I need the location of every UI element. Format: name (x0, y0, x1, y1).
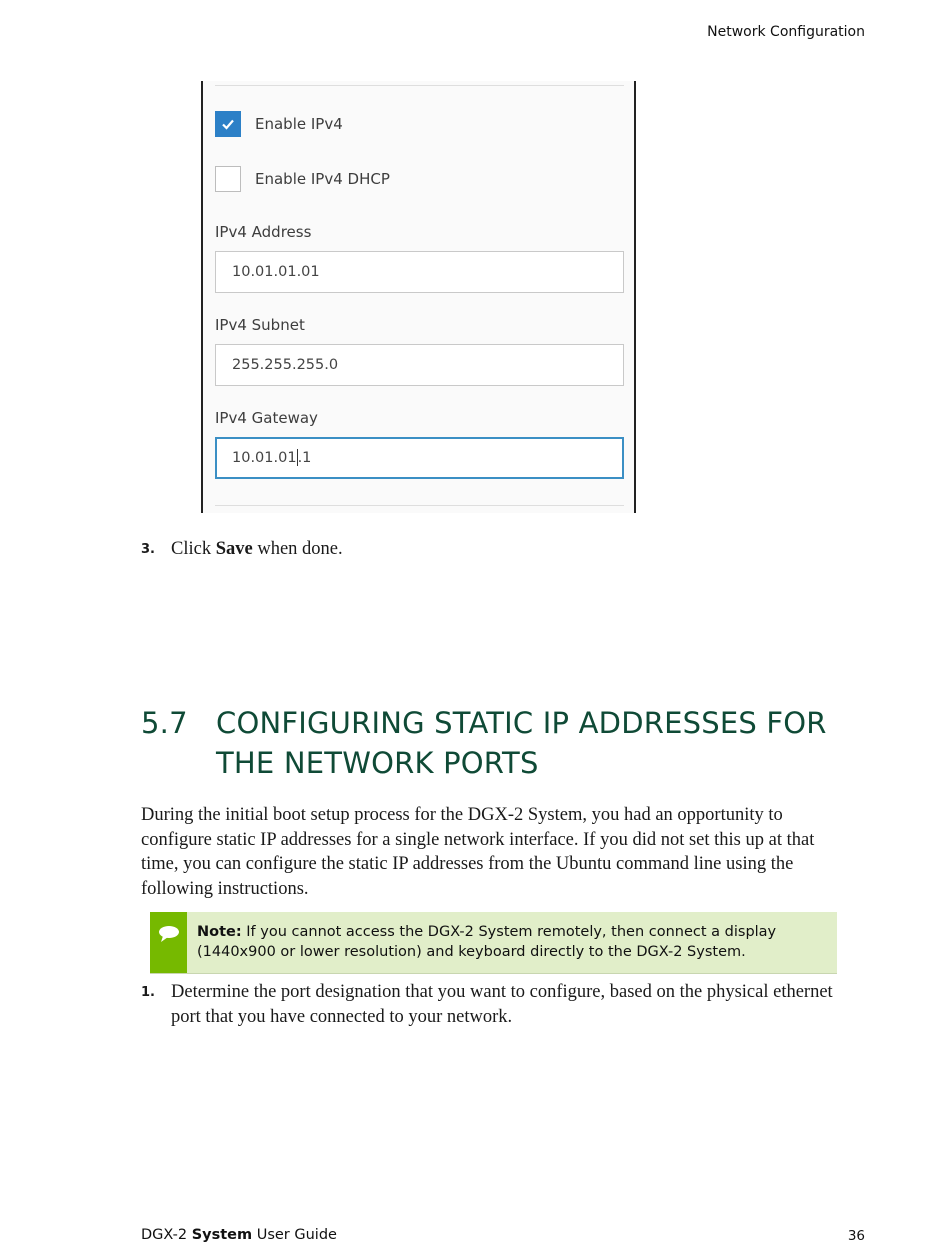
ipv4-settings-screenshot (201, 81, 636, 513)
note-callout (150, 912, 837, 974)
save-term: Save (215, 539, 253, 559)
section-number: 5.7 (141, 706, 188, 740)
intro-paragraph: During the initial boot setup process for the DGX-2 System, you had an opportunity to configure static IP addresses for a single network interface. If you did not set this up at that time, you can configure the static IP addresses from the Ubuntu command line using the following instructions. (141, 805, 815, 900)
ipv4-address-label: IPv4 Address (215, 223, 312, 241)
gateway-value-after-caret: .1 (297, 450, 312, 466)
step-text: Determine the port designation that you want to configure, based on the physical ethernet port that you have connected to your network. (171, 982, 833, 1027)
step-3 (141, 537, 841, 562)
divider (215, 505, 624, 506)
page-number: 36 (847, 1228, 865, 1244)
step-text-suffix: when done. (252, 539, 343, 559)
note-body: If you cannot access the DGX-2 System remotely, then connect a display (1440x900 or lower resolution) and keyboard directly to the DGX-2 System. (197, 924, 777, 960)
footer-bold: System (191, 1227, 253, 1243)
step-text-prefix: Click (171, 539, 216, 559)
enable-ipv4-checkbox[interactable] (215, 111, 241, 137)
ipv4-address-input[interactable]: 10.01.01.01 (215, 251, 624, 293)
ipv4-gateway-input[interactable] (215, 437, 624, 479)
gateway-value-before-caret: 10.01.01 (232, 450, 297, 466)
enable-ipv4-label: Enable IPv4 (255, 115, 343, 133)
speech-bubble-icon (158, 925, 180, 943)
running-header: Network Configuration (707, 24, 865, 40)
enable-ipv4-dhcp-row[interactable] (215, 166, 390, 192)
note-label: Note: (197, 924, 242, 940)
checkmark-icon (220, 116, 236, 132)
step-text (171, 537, 841, 562)
enable-ipv4-row[interactable] (215, 111, 343, 137)
section-heading (141, 703, 871, 783)
section-title: CONFIGURING STATIC IP ADDRESSES FOR THE NETWORK PORTS (216, 706, 827, 780)
ipv4-subnet-input[interactable]: 255.255.255.0 (215, 344, 624, 386)
footer-doc-title (141, 1227, 337, 1243)
note-icon-bar (150, 912, 187, 973)
divider (215, 85, 624, 86)
ipv4-subnet-label: IPv4 Subnet (215, 316, 305, 334)
step-number: 1. (141, 985, 155, 1000)
note-text (197, 922, 827, 962)
footer-suffix: User Guide (252, 1227, 337, 1243)
step-number: 3. (141, 542, 155, 557)
enable-ipv4-dhcp-checkbox[interactable] (215, 166, 241, 192)
ipv4-gateway-label: IPv4 Gateway (215, 409, 318, 427)
footer-prefix: DGX-2 (141, 1227, 192, 1243)
enable-ipv4-dhcp-label: Enable IPv4 DHCP (255, 170, 390, 188)
step-1 (141, 980, 841, 1030)
